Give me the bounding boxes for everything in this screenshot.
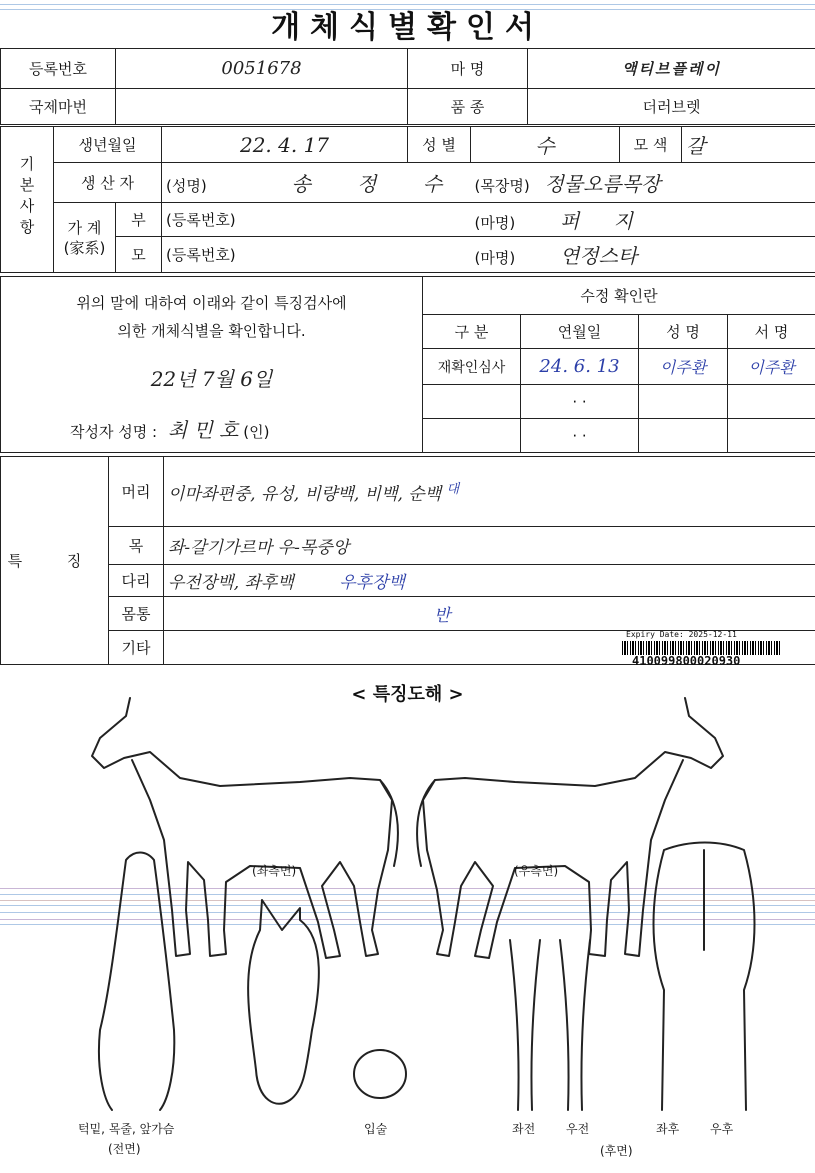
confirmation-table bbox=[0, 276, 815, 453]
amendment-date: · · bbox=[521, 385, 639, 419]
body-label: 몸통 bbox=[109, 597, 164, 631]
feature-diagram bbox=[0, 690, 815, 1160]
legs-value: 우전장백, 좌후백 bbox=[168, 573, 294, 593]
breeder-name-prefix: (성명) bbox=[166, 177, 207, 195]
sire-name: 퍼 지 bbox=[559, 209, 647, 233]
right-hind-label: 우후 bbox=[710, 1122, 734, 1136]
body-value: 반 bbox=[164, 597, 815, 631]
writer-name: 최 민 호 bbox=[167, 418, 239, 442]
rear-label: (후면) bbox=[600, 1144, 633, 1158]
basic-info-table bbox=[0, 126, 815, 273]
basic-section-label: 기본사항 bbox=[1, 127, 54, 273]
head-front-view-icon bbox=[248, 900, 319, 1104]
rear-view-horse-icon bbox=[654, 843, 755, 1111]
intl-no-value bbox=[116, 89, 408, 125]
amendment-name: 이주환 bbox=[639, 349, 728, 385]
diagram-title: < 특징도해 > bbox=[351, 684, 464, 705]
barcode-number: 410099800020930 bbox=[632, 654, 741, 668]
color-value: 갈 bbox=[682, 127, 815, 163]
farm-name: 정물오름목장 bbox=[544, 172, 661, 196]
birth-label: 생년월일 bbox=[54, 127, 162, 163]
lineage-label: 가 계 (家系) bbox=[54, 203, 116, 273]
horse-name-label: 마 명 bbox=[408, 49, 528, 89]
amendment-col-name: 성 명 bbox=[639, 315, 728, 349]
barcode-label bbox=[622, 630, 782, 670]
sire-name-prefix: (마명) bbox=[474, 214, 516, 232]
amendment-name bbox=[639, 385, 728, 419]
color-label: 모 색 bbox=[620, 127, 682, 163]
document-title: 개체식별확인서 bbox=[271, 10, 544, 45]
right-fore-label: 우전 bbox=[566, 1122, 590, 1136]
neck-value: 좌-갈기가르마 우-목중앙 bbox=[164, 527, 815, 565]
amendment-sign bbox=[728, 385, 815, 419]
sire-reg-prefix: (등록번호) bbox=[162, 203, 471, 237]
front-caption: 턱밑, 목줄, 앞가슴 bbox=[78, 1122, 175, 1136]
horse-name-value: 액티브플레이 bbox=[528, 49, 815, 89]
amendment-name bbox=[639, 419, 728, 453]
barcode-icon bbox=[622, 641, 782, 655]
breed-value: 더러브렛 bbox=[528, 89, 815, 125]
amendment-date: · · bbox=[521, 419, 639, 453]
breeder-label: 생 산 자 bbox=[54, 163, 162, 203]
writer-seal: (인) bbox=[243, 423, 270, 441]
left-fore-label: 좌전 bbox=[512, 1122, 536, 1136]
dam-name: 연정스타 bbox=[559, 244, 638, 268]
amendment-sign bbox=[728, 419, 815, 453]
amendment-col-category: 구 분 bbox=[423, 315, 521, 349]
dam-label: 모 bbox=[116, 237, 162, 273]
amendment-col-sign: 서 명 bbox=[728, 315, 815, 349]
legs-added: 우후장백 bbox=[339, 573, 405, 593]
head-label: 머리 bbox=[109, 457, 164, 527]
left-side-horse-icon bbox=[92, 698, 398, 958]
amendment-category bbox=[423, 385, 521, 419]
left-hind-label: 좌후 bbox=[656, 1122, 680, 1136]
front-legs-icon bbox=[510, 940, 590, 1110]
dam-reg-prefix: (등록번호) bbox=[162, 237, 471, 273]
breeder-name: 송 정 수 bbox=[291, 172, 463, 196]
front-view-horse-icon bbox=[99, 853, 174, 1111]
neck-label: 목 bbox=[109, 527, 164, 565]
amendment-header: 수정 확인란 bbox=[423, 277, 815, 315]
reg-no-label: 등록번호 bbox=[1, 49, 116, 89]
head-note: 대 bbox=[446, 482, 460, 498]
farm-prefix: (목장명) bbox=[474, 177, 530, 195]
other-label: 기타 bbox=[109, 631, 164, 665]
right-side-horse-icon bbox=[417, 698, 723, 958]
features-section-label: 특 징 bbox=[1, 457, 109, 665]
intl-no-label: 국제마번 bbox=[1, 89, 116, 125]
birth-value: 22. 4. 17 bbox=[162, 127, 408, 163]
dam-name-prefix: (마명) bbox=[474, 249, 516, 267]
confirmation-statement: 위의 말에 대하여 이래와 같이 특징검사에 의한 개체식별을 확인합니다. bbox=[76, 294, 347, 340]
sex-label: 성 별 bbox=[408, 127, 471, 163]
reg-no-value: 0051678 bbox=[116, 49, 408, 89]
left-side-label: (좌측면) bbox=[252, 864, 297, 878]
breed-label: 품 종 bbox=[408, 89, 528, 125]
legs-label: 다리 bbox=[109, 565, 164, 597]
barcode-expiry: Expiry Date: 2025-12-11 bbox=[626, 630, 737, 639]
head-value: 이마좌편중, 유성, 비량백, 비백, 순백 bbox=[168, 484, 442, 505]
amendment-col-date: 연월일 bbox=[521, 315, 639, 349]
registration-table bbox=[0, 48, 815, 125]
right-side-label: (우측면) bbox=[514, 864, 559, 878]
confirmation-date: 22년 7월 6일 bbox=[150, 367, 273, 391]
muzzle-icon bbox=[354, 1050, 406, 1098]
sex-value: 수 bbox=[471, 127, 620, 163]
front-label: (전면) bbox=[108, 1142, 141, 1156]
writer-label: 작성자 성명 : bbox=[70, 423, 158, 441]
amendment-date: 24. 6. 13 bbox=[521, 349, 639, 385]
amendment-category: 재확인심사 bbox=[423, 349, 521, 385]
amendment-category bbox=[423, 419, 521, 453]
sire-label: 부 bbox=[116, 203, 162, 237]
muzzle-label: 입술 bbox=[364, 1122, 388, 1136]
amendment-sign: 이주환 bbox=[728, 349, 815, 385]
